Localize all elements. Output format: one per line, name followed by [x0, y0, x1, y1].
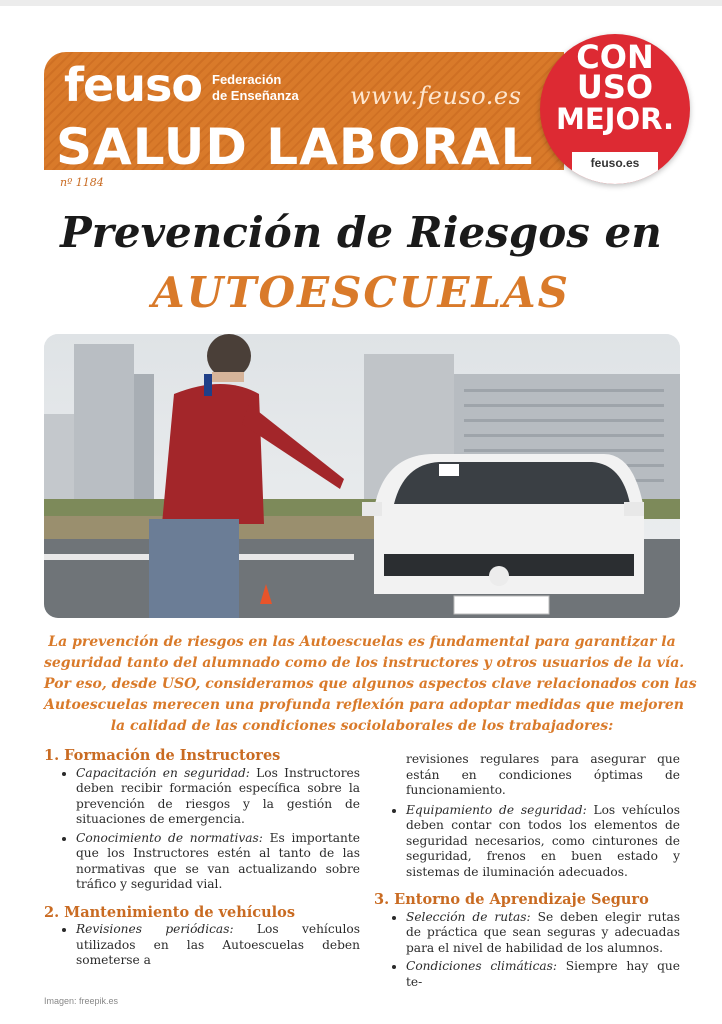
top-strip: [0, 0, 722, 6]
item-text: Siempre hay que te-: [406, 959, 680, 989]
issue-number: nº 1184: [60, 176, 104, 189]
list-item: [76, 831, 360, 893]
list-item: [76, 766, 360, 828]
section-heading-3: 3. Entorno de Aprendizaje Seguro: [374, 891, 649, 908]
item-term: Conocimiento de normativas:: [76, 830, 263, 845]
item-term: Equipamiento de seguridad:: [406, 802, 587, 817]
list-item: [76, 922, 360, 969]
item-text: Los Instructores deben recibir formación específica sobre la prevención de riesgos y la gestión de situaciones de emergencia.: [76, 765, 360, 826]
item-term: Selección de rutas:: [406, 909, 531, 924]
list-item-continuation: revisiones regulares para asegurar que están en condiciones óptimas de funcionamiento.: [406, 752, 680, 797]
intro-line: la calidad de las condiciones sociolaborales de los trabajadores:: [110, 718, 614, 734]
item-text: Los vehículos utilizados en las Autoescuelas deben someterse a: [76, 922, 360, 967]
section-2-list: [44, 922, 360, 969]
feuso-logo: feuso: [64, 58, 202, 112]
badge-line-2: USO: [576, 68, 654, 106]
section-heading-1: 1. Formación de Instructores: [44, 747, 281, 764]
left-column: [44, 748, 360, 981]
page-subtitle: AUTOESCUELAS: [152, 268, 570, 317]
list-item: [406, 959, 680, 990]
intro-line: seguridad tanto del alumnado como de los instructores y otros usuarios de la vía.: [44, 655, 685, 671]
badge-url: feuso.es: [590, 156, 640, 170]
section-3-list: [374, 910, 680, 991]
section-heading-2: 2. Mantenimiento de vehículos: [44, 903, 296, 921]
org-line-2: de Enseñanza: [212, 88, 299, 103]
item-term: Revisiones periódicas:: [76, 922, 234, 936]
list-item: [406, 910, 680, 957]
organization-name: [212, 72, 299, 104]
website-url[interactable]: www.feuso.es: [350, 82, 522, 110]
intro-line: Por eso, desde USO, consideramos que algunos aspectos clave relacionados con las: [44, 676, 697, 692]
intro-paragraph: [44, 632, 697, 737]
con-uso-mejor-badge: [540, 34, 690, 184]
section-2-list-cont: [374, 803, 680, 881]
page-title: Prevención de Riesgos en: [60, 208, 662, 257]
section-title: SALUD LABORAL: [56, 118, 534, 176]
badge-line-1: CON: [576, 38, 654, 76]
badge-line-3: MEJOR.: [556, 102, 674, 136]
item-text: Se deben elegir rutas de práctica que sean seguras y adecuadas para el nivel de habilidad de los alumnos.: [406, 909, 680, 955]
section-1-list: [44, 766, 360, 893]
badge-footer: [572, 152, 658, 184]
org-line-1: Federación: [212, 72, 282, 87]
item-text: Los vehículos deben contar con todos los elementos de seguridad necesarios, como cinturones de seguridad, frenos en buen estado y sistemas de iluminación adecuados.: [406, 802, 680, 879]
item-text: Es importante que los Instructores estén al tanto de las normativas que se van actualizando sobre tráfico y seguridad vial.: [76, 830, 360, 891]
image-credit: Imagen: freepik.es: [44, 996, 119, 1006]
list-item: [406, 803, 680, 881]
item-term: Capacitación en seguridad:: [76, 765, 250, 780]
intro-line: La prevención de riesgos en las Autoescuelas es fundamental para garantizar la: [48, 634, 676, 650]
right-column: [374, 752, 680, 1002]
intro-line: Autoescuelas merecen una profunda reflexión para adoptar medidas que mejoren: [44, 697, 684, 713]
photo-illustration: [44, 334, 680, 618]
driving-school-photo: [44, 334, 680, 618]
item-term: Condiciones climáticas:: [406, 959, 558, 973]
